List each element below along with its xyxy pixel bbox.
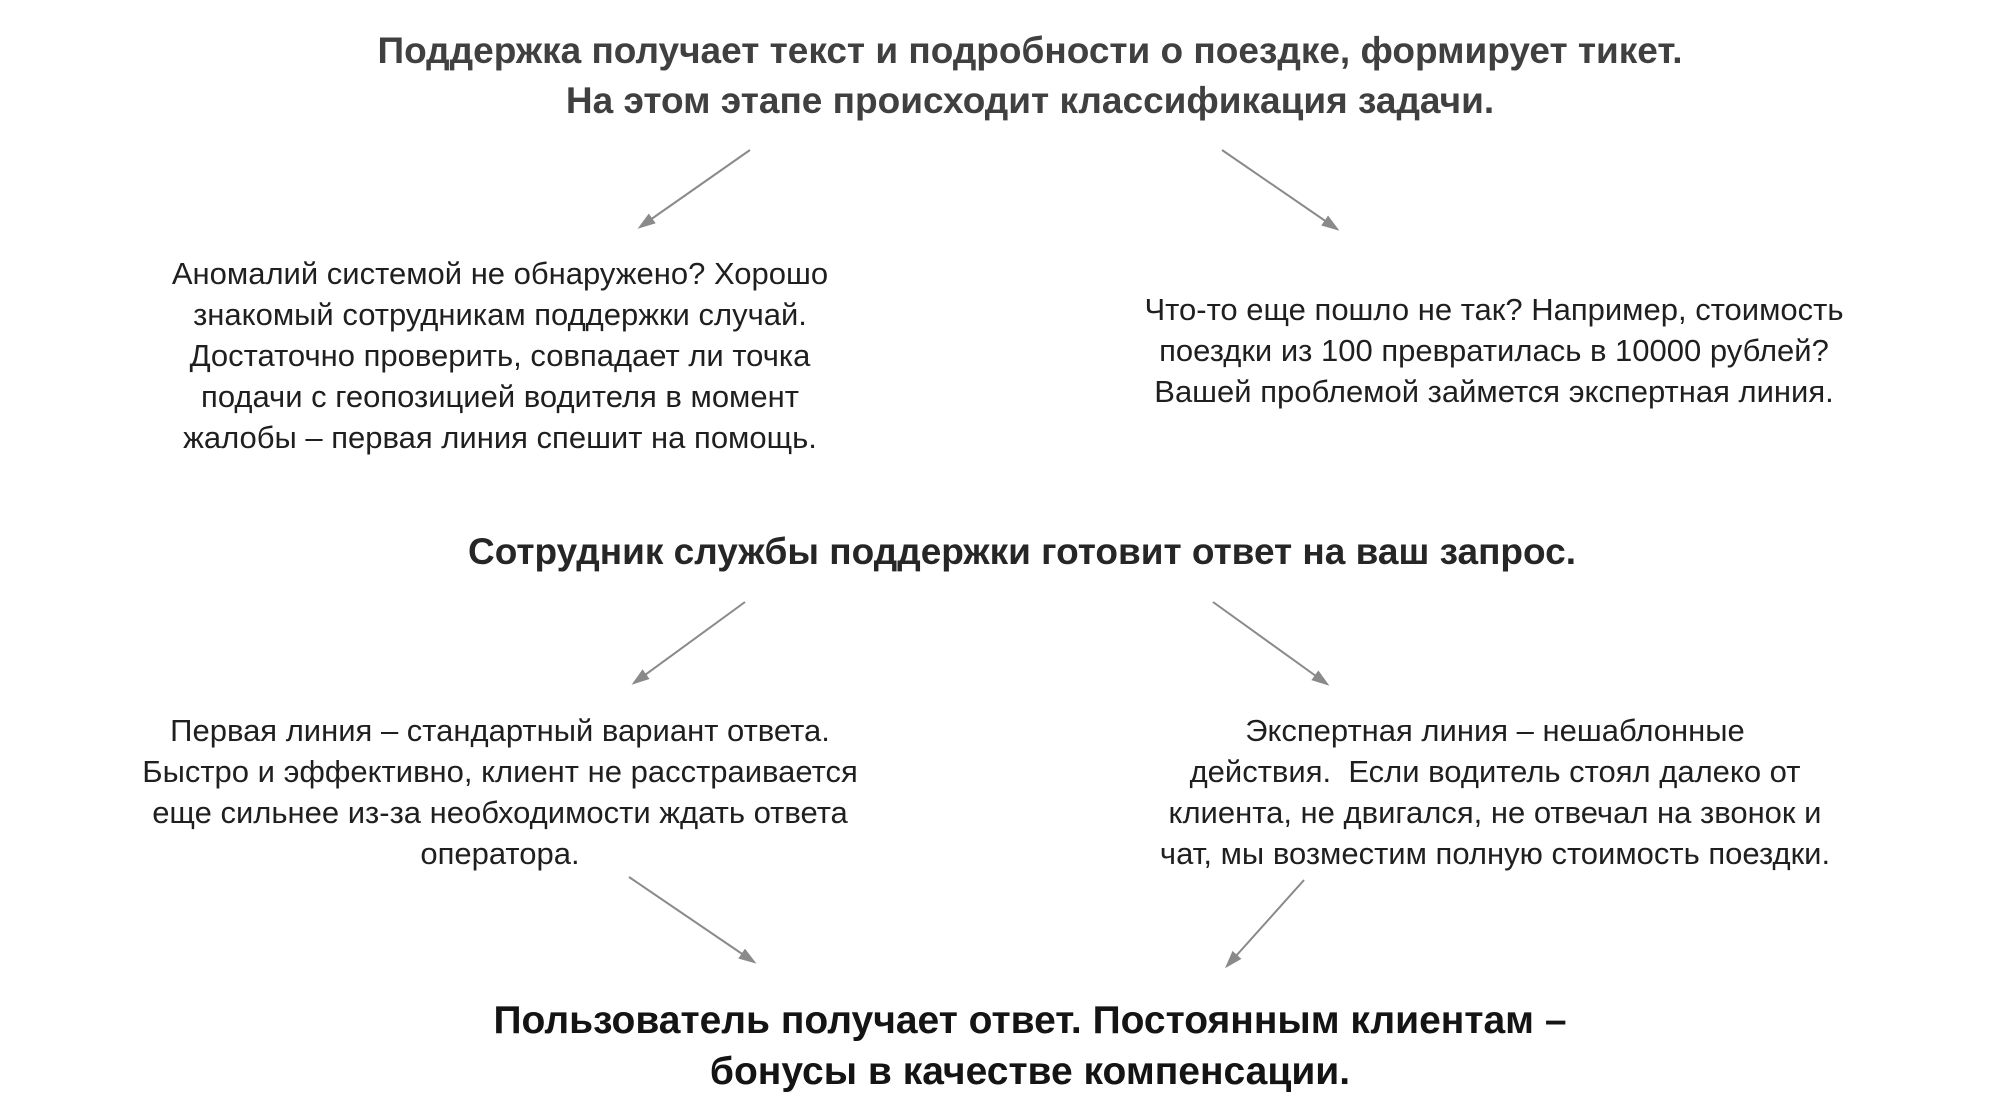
- arrow-top-right: [1222, 150, 1337, 229]
- top-title-line-2: На этом этапе происходит классификация задачи.: [565, 80, 1495, 121]
- stage1-right-line-2: поездки из 100 превратилась в 10000 рублей?: [1159, 333, 1829, 368]
- middle-title: [468, 528, 1576, 576]
- arrow-middle-left: [634, 602, 745, 683]
- arrow-bottom-left: [629, 877, 754, 962]
- stage1-left-line-5: жалобы – первая линия спешит на помощь.: [183, 420, 817, 455]
- stage2-left-line-2: Быстро и эффективно, клиент не расстраивается: [142, 754, 858, 789]
- stage2-right-line-4: чат, мы возместим полную стоимость поездки.: [1159, 836, 1831, 871]
- stage2-left-line-3: еще сильнее из-за необходимости ждать ответа: [152, 795, 848, 830]
- stage2-right-text: [1160, 710, 1830, 874]
- bottom-title-line-1: Пользователь получает ответ. Постоянным клиентам –: [493, 999, 1567, 1042]
- stage1-left-line-2: знакомый сотрудникам поддержки случай.: [193, 297, 807, 332]
- stage2-left-line-1: Первая линия – стандартный вариант ответа.: [170, 713, 830, 748]
- stage2-left-text: [142, 710, 858, 874]
- stage1-left-line-3: Достаточно проверить, совпадает ли точка: [189, 338, 811, 373]
- stage2-right-line-1: Экспертная линия – нешаблонные: [1245, 713, 1745, 748]
- top-title: [377, 26, 1682, 126]
- stage1-right-line-1: Что-то еще пошло не так? Например, стоимость: [1144, 292, 1844, 327]
- stage2-right-line-3: клиента, не двигался, не отвечал на звонок и: [1168, 795, 1822, 830]
- top-title-line-1: Поддержка получает текст и подробности о поездке, формирует тикет.: [377, 30, 1683, 71]
- stage1-right-text: [1145, 289, 1844, 412]
- bottom-title-line-2: бонусы в качестве компенсации.: [709, 1050, 1351, 1093]
- stage1-left-text: [172, 253, 828, 458]
- arrow-bottom-right: [1227, 880, 1304, 966]
- arrow-top-left: [640, 150, 750, 227]
- stage2-right-line-2: действия. Если водитель стоял далеко от: [1189, 754, 1801, 789]
- arrow-middle-right: [1213, 602, 1327, 684]
- middle-title-line-1: Сотрудник службы поддержки готовит ответ на ваш запрос.: [468, 531, 1576, 572]
- stage1-left-line-1: Аномалий системой не обнаружено? Хорошо: [171, 256, 829, 291]
- stage2-left-line-4: оператора.: [420, 836, 580, 871]
- stage1-left-line-4: подачи с геопозицией водителя в момент: [201, 379, 799, 414]
- bottom-title: [493, 995, 1566, 1097]
- stage1-right-line-3: Вашей проблемой займется экспертная линия.: [1154, 374, 1834, 409]
